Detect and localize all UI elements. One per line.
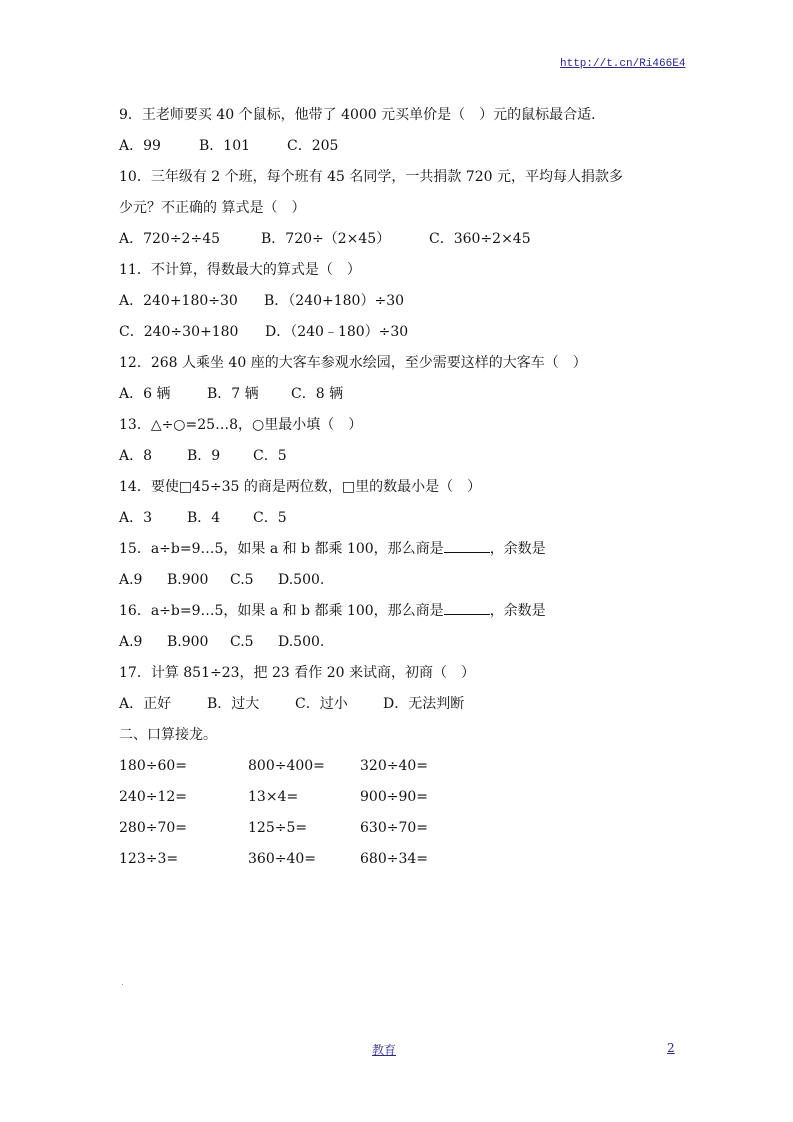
option-a: A.9 [119,634,143,650]
calc-item: 320÷40= [360,758,428,774]
stray-dot: . [121,978,124,988]
option-c: C．240÷30+180 [119,324,239,340]
option-a: A．720÷2÷45 [119,231,221,247]
question-16-text: 16．a÷b=9…5，如果 a 和 b 都乘 100，那么商是 [119,603,444,619]
question-13: 13．△÷○=25…8，○里最小填（ ） [119,417,363,433]
option-d: D．（240﹣180）÷30 [265,324,409,340]
question-9-options [119,131,699,162]
question-11-options-cd [119,317,699,348]
question-10-line1: 10．三年级有 2 个班，每个班有 45 名同学，一共捐款 720 元，平均每人捐款多 [119,169,623,185]
option-b: B.900 [167,634,209,650]
question-16-options [119,627,699,658]
option-c: C．8 辆 [291,386,344,402]
question-13-options [119,441,699,472]
option-c: C．5 [253,448,287,464]
option-a: A．正好 [119,696,172,712]
answer-blank [444,536,490,553]
option-d: D.500. [278,634,325,650]
calc-item: 800÷400= [248,758,325,774]
question-17: 17．计算 851÷23，把 23 看作 20 来试商，初商（ ） [119,665,475,681]
calc-row [119,813,699,844]
answer-blank [444,598,490,615]
option-a: A．6 辆 [119,386,171,402]
calc-item: 680÷34= [360,851,428,867]
calc-item: 360÷40= [248,851,316,867]
question-12-options [119,379,699,410]
calc-item: 13×4= [248,789,299,805]
option-c: C．5 [253,510,287,526]
option-c: C．205 [287,138,339,154]
question-14: 14．要使□45÷35 的商是两位数，□里的数最小是（ ） [119,479,482,495]
question-12: 12．268 人乘坐 40 座的大客车参观水绘园，至少需要这样的大客车（ ） [119,355,587,371]
question-16 [119,596,699,627]
option-c: C.5 [230,572,254,588]
page-number[interactable]: 2 [667,1041,675,1055]
calc-item: 125÷5= [248,820,308,836]
calc-row [119,782,699,813]
question-15-text-after: ，余数是 [489,541,546,557]
question-17-options [119,689,699,720]
question-9: 9．王老师要买 40 个鼠标，他带了 4000 元买单价是（ ）元的鼠标最合适． [119,107,606,123]
option-d: D.500. [278,572,325,588]
option-a: A．8 [119,448,153,464]
document-content [119,100,699,875]
section-2-title: 二、口算接龙。 [119,727,217,743]
option-c: C．360÷2×45 [429,231,531,247]
calc-item: 280÷70= [119,820,187,836]
question-11: 11．不计算，得数最大的算式是（ ） [119,262,361,278]
calc-row [119,844,699,875]
calc-row [119,751,699,782]
option-b: B．（240+180）÷30 [264,293,405,309]
option-d: D．无法判断 [383,696,465,712]
option-c: C.5 [230,634,254,650]
option-a: A.9 [119,572,143,588]
question-15-text: 15．a÷b=9…5，如果 a 和 b 都乘 100，那么商是 [119,541,444,557]
calc-item: 180÷60= [119,758,187,774]
option-b: B．7 辆 [207,386,259,402]
question-15 [119,534,699,565]
option-b: B.900 [167,572,209,588]
option-c: C．过小 [295,696,348,712]
option-b: B．过大 [207,696,260,712]
calc-item: 900÷90= [360,789,428,805]
calc-item: 630÷70= [360,820,428,836]
option-b: B．720÷（2×45） [261,231,391,247]
header-link[interactable]: http://t.cn/Ri466E4 [560,58,686,70]
option-b: B．4 [187,510,221,526]
question-14-options [119,503,699,534]
calc-item: 123÷3= [119,851,179,867]
question-10-line2: 少元？不正确的 算式是（ ） [119,200,306,216]
question-10-options [119,224,699,255]
option-a: A．99 [119,138,161,154]
question-11-options-ab [119,286,699,317]
option-a: A．3 [119,510,153,526]
option-b: B．101 [199,138,251,154]
option-b: B．9 [187,448,221,464]
question-15-options [119,565,699,596]
calc-item: 240÷12= [119,789,187,805]
footer-link[interactable]: 教育 [372,1043,397,1057]
question-16-text-after: ，余数是 [489,603,546,619]
option-a: A．240+180÷30 [119,293,238,309]
